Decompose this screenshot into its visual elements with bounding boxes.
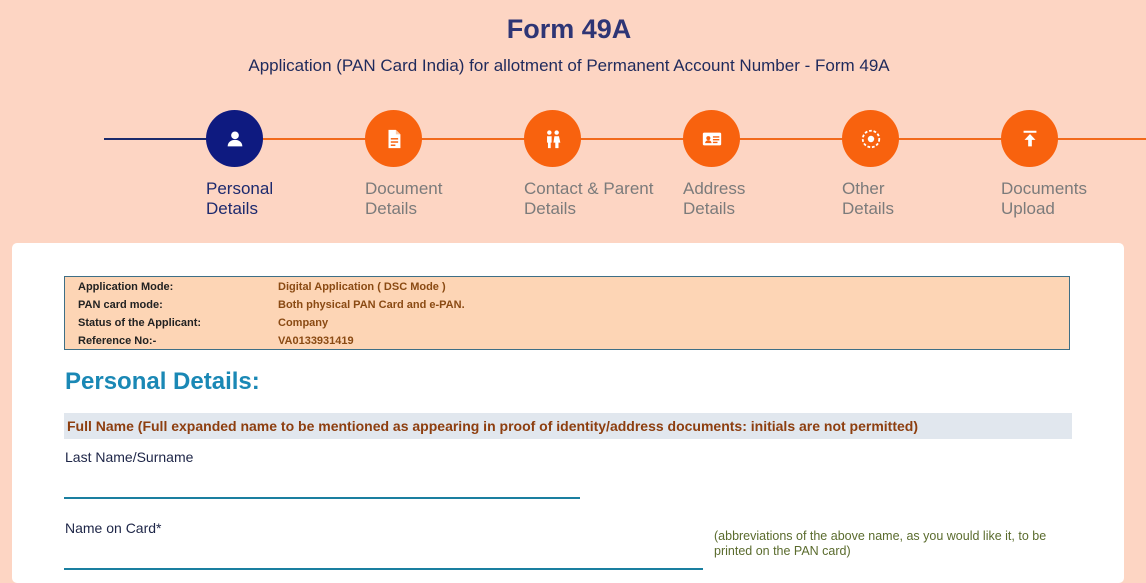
step-label: Other Details	[842, 179, 894, 218]
step-address-details[interactable]	[683, 110, 843, 219]
id-card-icon	[683, 110, 740, 167]
info-row-applicant-status: Status of the Applicant: Company	[78, 317, 329, 329]
step-personal-details[interactable]	[206, 110, 366, 219]
name-on-card-label: Name on Card*	[65, 520, 162, 536]
target-icon	[842, 110, 899, 167]
last-name-underline	[64, 497, 580, 499]
step-documents-upload[interactable]	[1001, 110, 1146, 219]
full-name-note: Full Name (Full expanded name to be mentioned as appearing in proof of identity/address documents: initials are not permitted)	[64, 413, 1072, 439]
info-row-pan-card-mode: PAN card mode: Both physical PAN Card and e-PAN.	[78, 299, 465, 311]
section-title: Personal Details:	[65, 368, 260, 395]
step-label: Document Details	[365, 179, 443, 218]
page-subtitle: Application (PAN Card India) for allotment of Permanent Account Number - Form 49A	[248, 56, 890, 75]
name-on-card-input[interactable]	[64, 540, 703, 568]
page-title: Form 49A	[506, 14, 632, 44]
step-label: Personal Details	[206, 179, 274, 218]
name-on-card-underline	[64, 568, 703, 570]
info-row-application-mode: Application Mode: Digital Application ( DSC Mode )	[78, 281, 446, 293]
info-row-reference-no: Reference No:- VA0133931419	[78, 335, 354, 347]
last-name-input[interactable]	[64, 470, 580, 498]
step-label: Address Details	[683, 179, 746, 218]
people-icon	[524, 110, 581, 167]
upload-icon	[1001, 110, 1058, 167]
last-name-label: Last Name/Surname	[65, 449, 194, 465]
step-label: Documents Upload	[1001, 179, 1087, 218]
step-other-details[interactable]	[842, 110, 1002, 219]
step-document-details[interactable]	[365, 110, 525, 219]
name-on-card-hint: (abbreviations of the above name, as you would like it, to be printed on the PAN card)	[714, 529, 1047, 558]
step-contact-parent-details[interactable]	[524, 110, 684, 219]
document-icon	[365, 110, 422, 167]
application-info-box	[64, 276, 1070, 350]
user-icon	[206, 110, 263, 167]
step-label: Contact & Parent Details	[524, 179, 654, 218]
